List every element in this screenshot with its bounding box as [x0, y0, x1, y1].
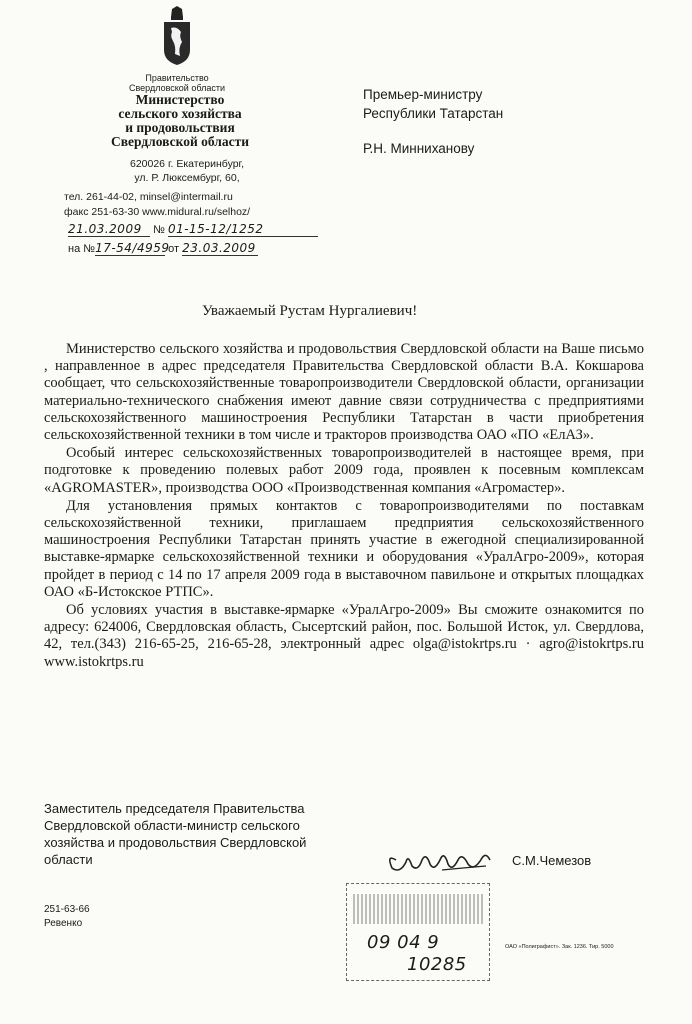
letter-body	[44, 341, 644, 672]
addressee-line-2: Республики Татарстан	[363, 106, 504, 121]
contact-fax: факс 251-63-30 www.midural.ru/selhoz/	[64, 206, 251, 218]
stamp-number: 10285	[407, 954, 467, 975]
address-city: 620026 г. Екатеринбург,	[129, 158, 245, 170]
gov-line-1: Правительство	[145, 73, 209, 83]
ministry-line-4: Свердловской области	[110, 134, 250, 149]
position-line-3: хозяйства и продовольствия Свердловской	[44, 835, 307, 850]
reg-date: 21.03.2009	[68, 222, 150, 237]
government-label	[112, 73, 242, 93]
ref-date: 23.03.2009	[182, 241, 258, 256]
position-line-2: Свердловской области-министр сельского	[44, 818, 300, 833]
ref-number: 17-54/4959	[95, 241, 170, 255]
reference-line	[68, 241, 258, 256]
paragraph: Особый интерес сельскохозяйственных товаропроизводителей в настоящее время, при подготовке к проведению полевых работ 2009 года, проявлен к посевным комплексам «AGROMASTER», производства ООО «Производственная компания «Агромастер».	[44, 445, 644, 496]
ministry-contacts	[64, 190, 304, 220]
stamp-text-blur	[353, 894, 483, 924]
ministry-name	[88, 93, 272, 149]
signatory-position	[44, 800, 364, 868]
executor-info	[44, 903, 90, 931]
contact-tel: тел. 261-44-02, minsel@intermail.ru	[64, 191, 233, 203]
ministry-line-3: и продовольствия	[125, 120, 235, 135]
incoming-stamp	[346, 883, 490, 981]
handwritten-signature	[382, 838, 502, 878]
coat-of-arms-icon	[162, 6, 192, 66]
reg-number: 01-15-12/1252	[168, 222, 318, 237]
reg-no-label: №	[153, 224, 165, 236]
paragraph: Для установления прямых контактов с товаропроизводителями по поставкам сельскохозяйственной техники, приглашаем предприятия сельскохозяйственного машиностроения Республики Татарстан принять участие в ежегодной специализированной выставке-ярмарке сельскохозяйственной техники и оборудования «УралАгро-2009», которая пройдет в период с 14 по 17 апреля 2009 года в выставочном павильоне и открытых площадках ОАО «Б-Истокское РТПС».	[44, 497, 644, 600]
ministry-line-2: сельского хозяйства	[118, 106, 242, 121]
executor-name: Ревенко	[44, 918, 83, 929]
address-street: ул. Р. Люксембург, 60,	[134, 172, 240, 184]
paragraph: Министерство сельского хозяйства и продовольствия Свердловской области на Ваше письмо , направленное в адрес председателя Правительства Свердловской области В.А. Кокшарова сообщает, что сельскохозяйственные товаропроизводители Свердловской области, организации материально-технического снабжения имеют давние связи сотрудничества с предприятиями сельскохозяйственного машиностроения Республики Татарстан в части приобретения сельскохозяйственной техники в том числе и тракторов производства ОАО «ПО «ЕлАЗ».	[44, 341, 644, 444]
position-line-4: области	[44, 852, 93, 867]
signatory-name: С.М.Чемезов	[512, 853, 592, 868]
position-line-1: Заместитель председателя Правительства	[44, 801, 305, 816]
printer-mark: ОАО «Полиграфист». Зак. 1236. Тир. 5000	[505, 944, 614, 950]
executor-phone: 251-63-66	[44, 904, 90, 915]
ministry-address	[102, 157, 272, 185]
ministry-line-1: Министерство	[135, 92, 225, 107]
addressee	[363, 85, 503, 123]
ref-label: на №	[68, 243, 96, 255]
stamp-date: 09 04 9	[367, 932, 440, 953]
addressee-name: Р.Н. Минниханову	[363, 141, 475, 156]
greeting: Уважаемый Рустам Нургалиевич!	[202, 303, 418, 319]
ref-from-label: от	[168, 243, 180, 255]
addressee-line-1: Премьер-министру	[363, 87, 483, 102]
registration-line	[68, 222, 318, 237]
gov-line-2: Свердловской области	[128, 83, 225, 93]
paragraph: Об условиях участия в выставке-ярмарке «УралАгро-2009» Вы сможите ознакомится по адресу: 624006, Свердловская область, Сысертский район, пос. Большой Исток, ул. Свердлова, 42, тел.(343) 216-65-25, 216-65-28, электронный адрес olga@istokrtps.ru · agro@istokrtps.ru www.istokrtps.ru	[44, 602, 644, 670]
